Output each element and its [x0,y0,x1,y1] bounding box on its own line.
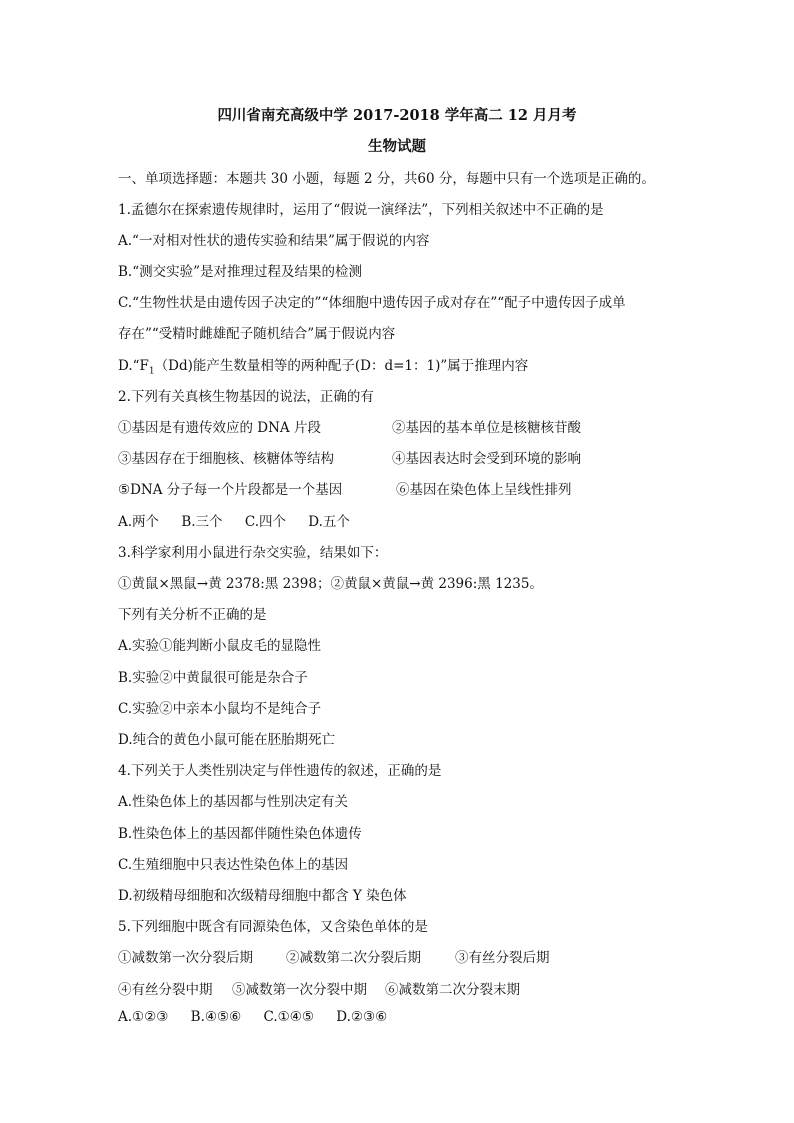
q5-stage-2: ②减数第二次分裂后期 [286,950,421,966]
exam-subtitle: 生物试题 [368,138,426,155]
q4-option-d: D.初级精母细胞和次级精母细胞中都含 Y 染色体 [118,888,407,904]
q2-statement-2: ②基因的基本单位是核糖核苷酸 [392,420,581,436]
q5-stage-1: ①减数第一次分裂后期 [118,950,253,966]
q1-option-c-line2: 存在”“受精时雌雄配子随机结合”属于假说内容 [118,326,396,342]
q2-stem: 2.下列有关真核生物基因的说法，正确的有 [118,389,374,405]
q1-d-prefix: D.“F [118,358,149,374]
q4-stem: 4.下列关于人类性别决定与伴性遗传的叙述，正确的是 [118,763,442,779]
q1-stem: 1.孟德尔在探索遗传规律时，运用了“假说一演绎法”，下列相关叙述中不正确的是 [118,202,604,218]
q2-statement-4: ④基因表达时会受到环境的影响 [392,451,581,467]
q3-option-a: A.实验①能判断小鼠皮毛的显隐性 [118,638,322,654]
q5-choice-a: A.①②③ [118,1009,169,1025]
q1-option-a: A.“一对相对性状的遗传实验和结果”属于假说的内容 [118,233,430,249]
q4-option-c: C.生殖细胞中只表达性染色体上的基因 [118,857,349,873]
q2-choice-a: A.两个 [118,514,160,530]
q5-choice-b: B.④⑤⑥ [190,1009,242,1025]
q5-stage-5: ⑤减数第一次分裂中期 [232,982,367,998]
q3-option-b: B.实验②中黄鼠很可能是杂合子 [118,670,308,686]
q3-ask: 下列有关分析不正确的是 [118,607,267,623]
q5-stage-4: ④有丝分裂中期 [118,982,213,998]
q5-choice-d: D.②③⑥ [336,1009,388,1025]
q3-option-d: D.纯合的黄色小鼠可能在胚胎期死亡 [118,732,336,748]
q5-choice-c: C.①④⑤ [263,1009,314,1025]
q1-option-b: B.“测交实验”是对推理过程及结果的检测 [118,264,363,280]
q5-stage-6: ⑥减数第二次分裂末期 [385,982,520,998]
q4-option-a: A.性染色体上的基因都与性别决定有关 [118,794,349,810]
q1-option-c-line1: C.“生物性状是由遗传因子决定的”“体细胞中遗传因子成对存在”“配子中遗传因子成单 [118,295,626,311]
q1-d-suffix: （Dd)能产生数量相等的两种配子(D：d=1：1)”属于推理内容 [154,358,529,374]
q2-choice-d: D.五个 [308,514,350,530]
q3-option-c: C.实验②中亲本小鼠均不是纯合子 [118,701,322,717]
q2-statement-6: ⑥基因在染色体上呈线性排列 [396,482,572,498]
q5-stem: 5.下列细胞中既含有同源染色体，又含染色单体的是 [118,919,428,935]
q1-option-d [118,354,528,377]
q2-statement-3: ③基因存在于细胞核、核糖体等结构 [118,451,334,467]
q2-choice-c: C.四个 [244,514,286,530]
q2-choice-b: B.三个 [181,514,223,530]
q1-d-subscript: 1 [148,366,155,377]
q4-option-b: B.性染色体上的基因都伴随性染色体遗传 [118,826,362,842]
q3-data: ①黄鼠×黑鼠→黄 2378:黑 2398；②黄鼠×黄鼠→黄 2396:黑 1235。 [118,576,543,592]
q5-stage-3: ③有丝分裂后期 [455,950,550,966]
q3-stem: 3.科学家利用小鼠进行杂交实验，结果如下： [118,545,388,561]
q2-choices [118,510,368,530]
section-heading: 一、单项选择题：本题共 30 小题，每题 2 分，共60 分，每题中只有一个选项是正确的。 [118,171,655,187]
exam-title: 四川省南充高级中学 2017-2018 学年高二 12 月月考 [217,107,577,124]
q2-statement-1: ①基因是有遗传效应的 DNA 片段 [118,420,321,436]
q2-statement-5: ⑤DNA 分子每一个片段都是一个基因 [118,482,343,498]
q5-choices [118,1009,405,1025]
